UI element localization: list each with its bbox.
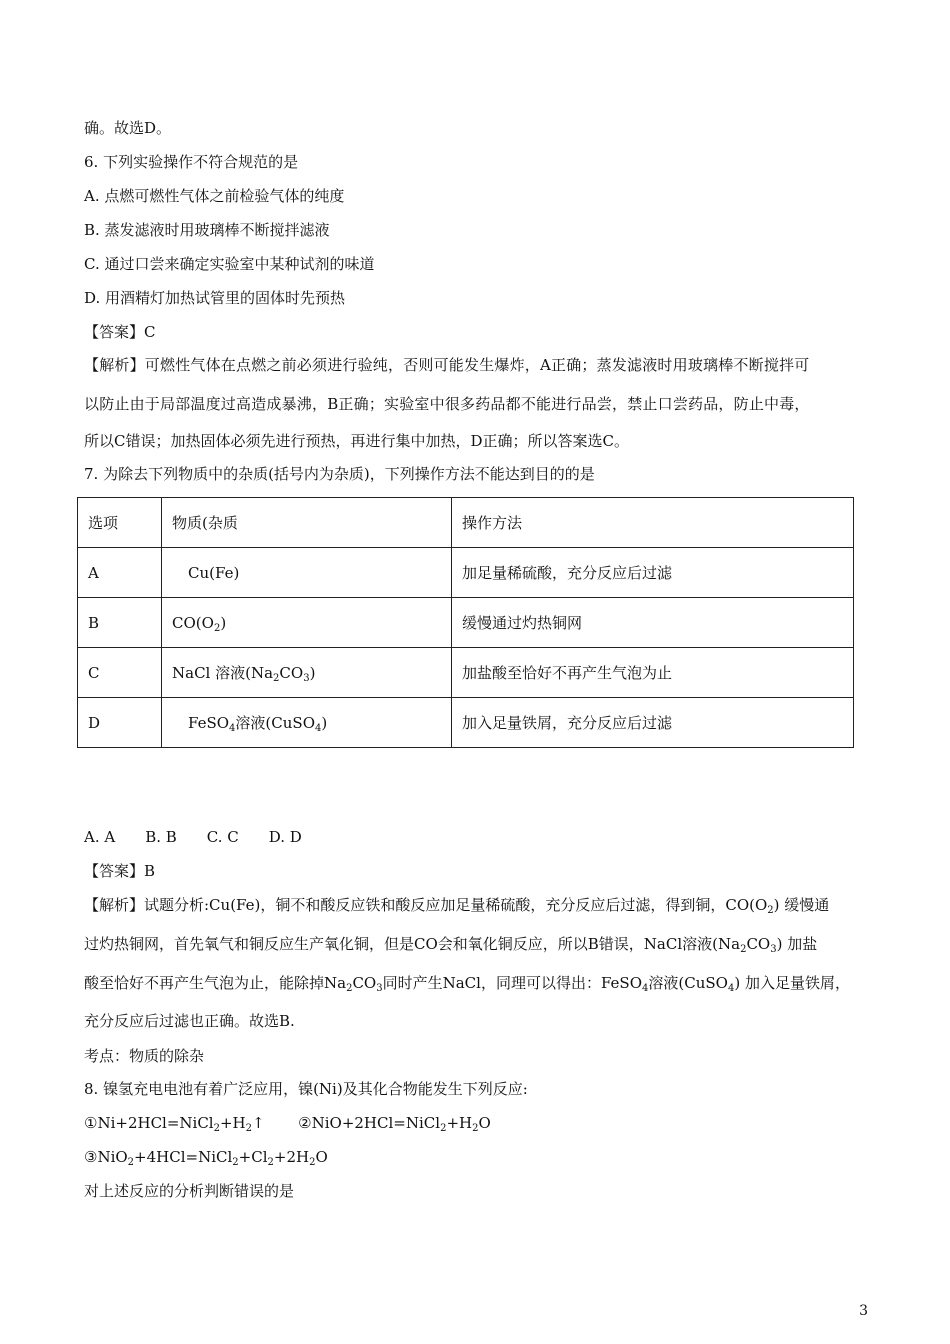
q7-answer: 【答案】B xyxy=(84,862,156,880)
table-cell-option: B xyxy=(78,598,162,648)
q6-option-d: D. 用酒精灯加热试管里的固体时先预热 xyxy=(84,289,346,307)
q7-table xyxy=(77,497,854,748)
q7-analysis-line: 充分反应后过滤也正确。故选B. xyxy=(84,1012,295,1030)
table-cell-option: C xyxy=(78,648,162,698)
table-cell-method: 加盐酸至恰好不再产生气泡为止 xyxy=(452,648,854,698)
q5-tail: 确。故选D。 xyxy=(84,119,172,137)
q7-option: D. D xyxy=(268,828,302,846)
q7-stem: 7. 为除去下列物质中的杂质(括号内为杂质)，下列操作方法不能达到目的的是 xyxy=(84,465,595,483)
table-cell-option: A xyxy=(78,548,162,598)
q6-stem: 6. 下列实验操作不符合规范的是 xyxy=(84,153,299,171)
table-cell-option: D xyxy=(78,698,162,748)
q7-option: C. C xyxy=(206,828,239,846)
q6-option-a: A. 点燃可燃性气体之前检验气体的纯度 xyxy=(84,187,345,205)
q7-analysis-line: 酸至恰好不再产生气泡为止，能除掉$Na_2CO_3$同时产生NaCl，同理可以得出：FeSO$_4$溶液(CuSO$_4$) 加入足量铁屑， xyxy=(84,974,850,994)
q8-reactions xyxy=(84,1112,491,1134)
q6-answer: 【答案】C xyxy=(84,323,156,341)
table-header-row xyxy=(78,498,854,548)
q6-analysis-line: 所以C错误；加热固体必须先进行预热，再进行集中加热，D正确；所以答案选C。 xyxy=(84,432,629,450)
q6-option-c: C. 通过口尝来确定实验室中某种试剂的味道 xyxy=(84,255,375,273)
table-cell-method: 加足量稀硫酸，充分反应后过滤 xyxy=(452,548,854,598)
reaction-1: $①Ni+2HCl=NiCl_2+H_2↑$ xyxy=(84,1114,265,1134)
table-row xyxy=(78,548,854,598)
q7-analysis-line: 【解析】试题分析:Cu(Fe)，铜不和酸反应铁和酸反应加足量稀硫酸，充分反应后过滤，得到铜，$CO(O_2)$ 缓慢通 xyxy=(84,896,830,916)
table-cell-substance: Cu(Fe) xyxy=(162,548,452,598)
table-row xyxy=(78,698,854,748)
q7-analysis-line: 过灼热铜网，首先氧气和铜反应生产氧化铜，但是CO会和氧化铜反应，所以B错误，NaCl溶液$(Na_2CO_3)$ 加盐 xyxy=(84,935,818,955)
table-header-cell: 选项 xyxy=(78,498,162,548)
table-row xyxy=(78,598,854,648)
q7-option: A. A xyxy=(84,828,116,846)
q6-option-b: B. 蒸发滤液时用玻璃棒不断搅拌滤液 xyxy=(84,221,330,239)
q6-analysis-line: 【解析】可燃性气体在点燃之前必须进行验纯，否则可能发生爆炸，A正确；蒸发滤液时用玻璃棒不断搅拌可 xyxy=(84,356,810,374)
q6-analysis-line: 以防止由于局部温度过高造成暴沸，B正确；实验室中很多药品都不能进行品尝，禁止口尝药品，防止中毒， xyxy=(84,395,810,413)
table-cell-substance: $CO(O_2)$ xyxy=(162,598,452,648)
table-cell-substance: NaCl 溶液$(Na_2CO_3)$ xyxy=(162,648,452,698)
page-number: 3 xyxy=(859,1303,868,1319)
q8-stem: 8. 镍氢充电电池有着广泛应用，镍(Ni)及其化合物能发生下列反应: xyxy=(84,1080,528,1098)
table-header-cell: 操作方法 xyxy=(452,498,854,548)
table-row xyxy=(78,648,854,698)
q7-option: B. B xyxy=(145,828,177,846)
table-header-cell: 物质(杂质 xyxy=(162,498,452,548)
q8-follow: 对上述反应的分析判断错误的是 xyxy=(84,1182,295,1200)
q7-options xyxy=(84,826,332,848)
q7-point: 考点：物质的除杂 xyxy=(84,1047,205,1065)
table-cell-method: 缓慢通过灼热铜网 xyxy=(452,598,854,648)
reaction-3: $③NiO_2+4HCl=NiCl_2+Cl_2+2H_2O$ xyxy=(84,1148,328,1168)
table-cell-substance: FeSO$_4$溶液(CuSO$_4$) xyxy=(162,698,452,748)
reaction-2: $②NiO+2HCl=NiCl_2+H_2O$ xyxy=(298,1114,491,1134)
table-cell-method: 加入足量铁屑，充分反应后过滤 xyxy=(452,698,854,748)
